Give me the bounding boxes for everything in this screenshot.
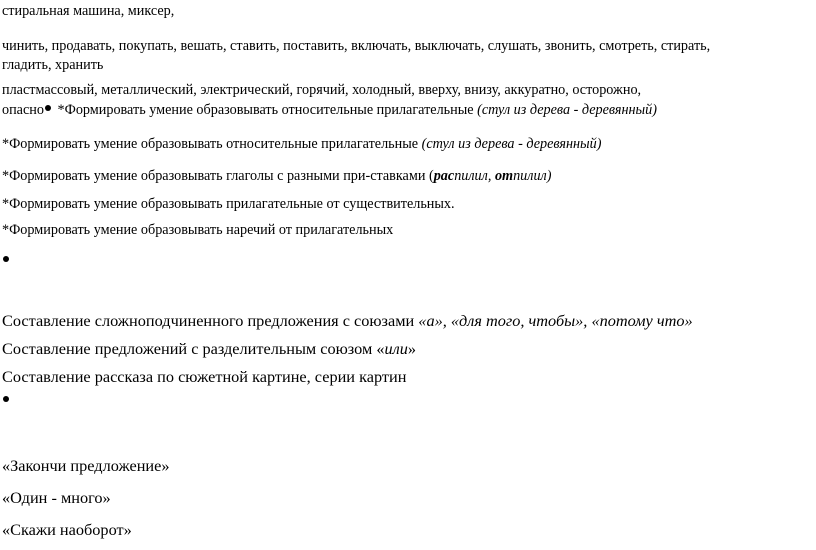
nouns-line: стиральная машина, миксер,: [2, 3, 175, 19]
goal-1: *Формировать умение образовывать относительные прилагательные (стул из дерева - деревянный): [57, 102, 657, 118]
bullet-icon: [45, 105, 51, 111]
bullet-icon: [3, 256, 9, 262]
adjectives-line-1: пластмассовый, металлический, электрический, горячий, холодный, вверху, внизу, аккуратно, осторожно,: [2, 82, 642, 98]
verbs-line-2: гладить, хранить: [2, 57, 104, 73]
goal-5: *Формировать умение образовывать наречий от прилагательных: [2, 222, 394, 238]
speech-line-1: Составление сложноподчиненного предложения с союзами «а», «для того, чтобы», «потому что»: [2, 311, 693, 330]
speech-line-2: Составление предложений с разделительным союзом «или»: [2, 339, 417, 358]
goal-3: *Формировать умение образовывать глаголы с разными при-ставками (распилил, отпилил): [2, 168, 552, 184]
speech-line-3: Составление рассказа по сюжетной картине, серии картин: [2, 367, 407, 386]
game-title: «Один - много»: [2, 488, 111, 507]
bullet-icon: [3, 396, 9, 402]
adjectives-line-2: опасно *Формировать умение образовывать относительные прилагательные (стул из дерева - деревянный): [2, 102, 657, 118]
goal-4: *Формировать умение образовывать прилагательные от существительных.: [2, 196, 455, 212]
goal-2: *Формировать умение образовывать относительные прилагательные (стул из дерева - деревянный): [2, 136, 602, 152]
game-title: «Скажи наоборот»: [2, 520, 132, 539]
game-title: «Закончи предложение»: [2, 456, 170, 475]
verbs-line-1: чинить, продавать, покупать, вешать, ставить, поставить, включать, выключать, слушать, звонить, смотреть, стирать,: [2, 38, 711, 54]
